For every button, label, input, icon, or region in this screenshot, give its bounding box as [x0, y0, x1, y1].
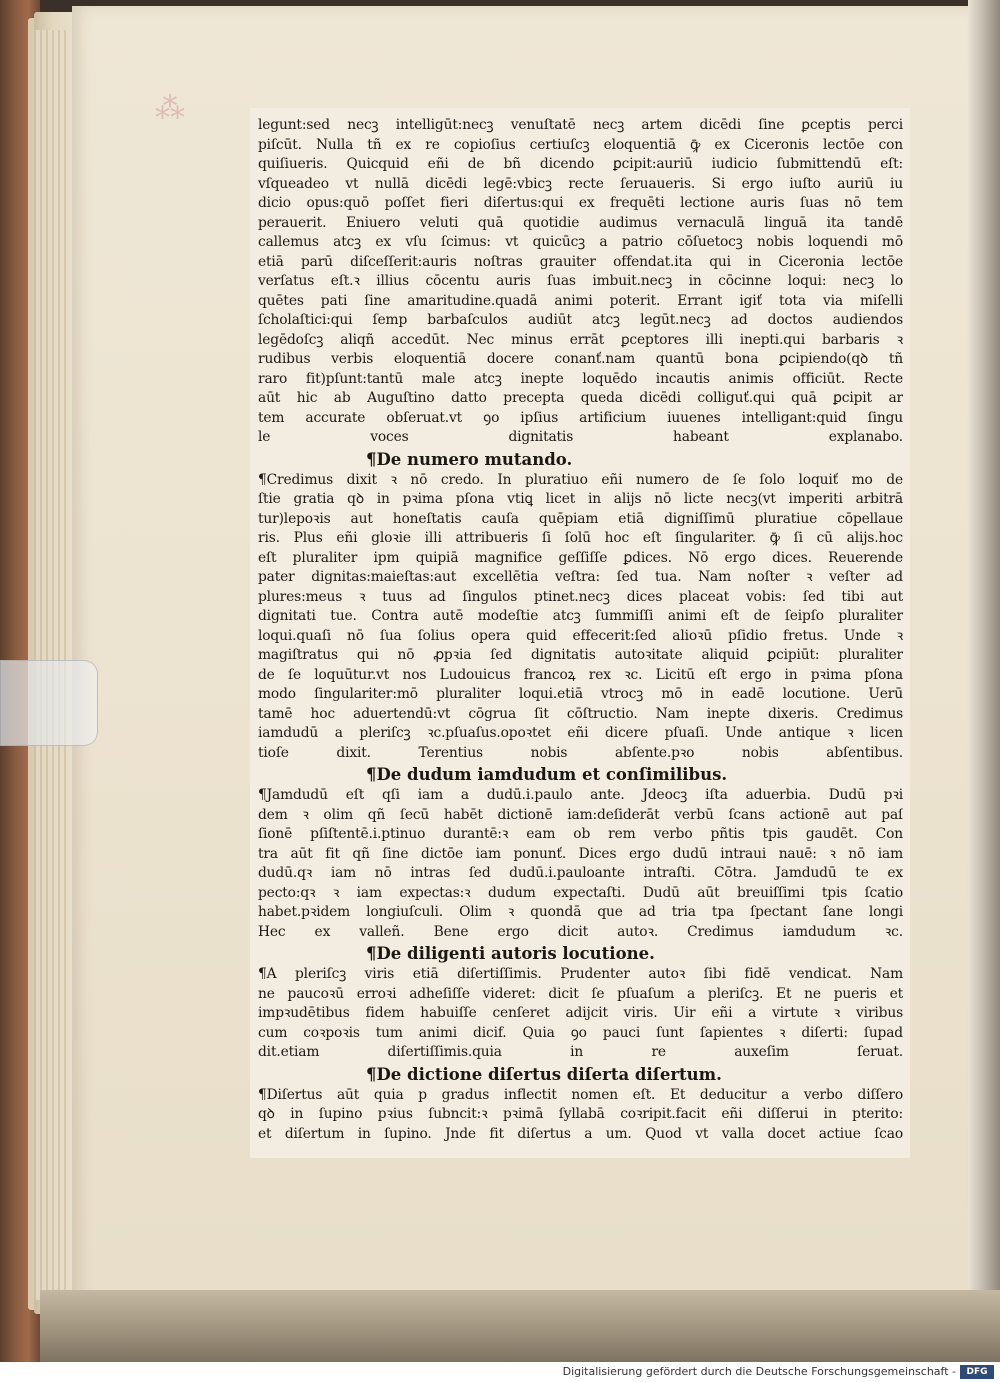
text-line: le voces dignitatis habeant explanabo.: [258, 429, 903, 445]
text-line: ſionē pſiſtentē.i.ptinuo durantē:ꝛ eam ob rem verbo pñtis tpis gaudēt. Con: [258, 826, 903, 842]
text-line: dudū.qꝛ iam nō intras ſed dudū.i.pauloante intraſti. Cōtra. Jamdudū te ex: [258, 865, 903, 881]
text-line: impꝛudētibus fidem habuiſſe cenſeret adijcit viris. Uir eñi a virtute ꝛ viribus: [258, 1005, 903, 1021]
text-line: tem accurate obſeruat.vt ꝯo ipſius artificium iuuenes intelligant:quid ſingu: [258, 409, 903, 426]
text-line: dignitati tue. Contra autē modeſtie atcꝫ ſummiſſi animi eſt de ſeipſo pluraliter: [258, 608, 903, 624]
text-line: ne paucoꝛū erroꝛi adheſiſſe videret: dicit ſe pſuaſum a pleriſcꝫ. Et ne pueris et: [258, 985, 903, 1002]
text-line: pecto:qꝛ ꝛ iam expectas:ꝛ dudum expectaſti. Dudū aūt breuiſſimi tpis ſcatio: [258, 884, 903, 901]
text-line: quiſiueris. Quicquid eñi de bñ dicendo ꝑcipit:auriū iudicio ſubmittendū eſt:: [258, 156, 903, 172]
text-line: legēdoſcꝫ aliqñ accedūt. Nec minus errāt ꝑceptores illi inepti.qui barbaris ꝛ: [258, 331, 903, 348]
text-line: ſtie gratia qꝺ in pꝛima pſona vtiꝗ licet in alijs nō licte necꝫ(vt imperiti arbitrā: [258, 491, 903, 507]
text-line: magiſtratus qui nō ꝓpꝛia ſed dignitatis autoꝛitate aliquid ꝑcipiūt: pluraliter: [258, 647, 903, 663]
text-line: et diſertum in ſupino. Jnde fit diſertus a um. Quod vt valla docet actiue ſcao: [258, 1125, 903, 1142]
text-line: tur)lepoꝛis aut honeſtatis cauſa quēpiam etiā digniſſimū pluratiue cōpellaue: [258, 510, 903, 527]
text-line: eſt pluraliter ipm quipiā magnifice geſſiſſe ꝑdices. Nō ergo dices. Reuerende: [258, 549, 903, 566]
text-line: tra aūt fit qñ ſine dictōe iam ponunť. Dices ergo dudū intraui nauē: ꝛ nō iam: [258, 845, 903, 862]
text-line: etiā parū diſceſſerit:auris noſtras grauiter offendat.ita qui in Ciceronia lectōe: [258, 253, 903, 270]
text-line: perauerit. Eniuero veluti quā quotidie audimus vernaculā linguā ita tandē: [258, 214, 903, 231]
red-mark: ⁂: [155, 91, 185, 126]
text-line: de ſe loquūtur.vt nos Ludouicus francoꝝ rex ꝛc. Licitū eſt ergo in pꝛima pſona: [258, 666, 903, 683]
text-line: tamē hoc aduertendū:vt cōgrua ſit cōſtructio. Nam inepte dixeris. Credimus: [258, 705, 903, 722]
footer-bar: [0, 1362, 1000, 1382]
text-line: ¶Credimus dixit ꝛ nō credo. In pluratiuo eñi numero de ſe ſolo loquiť mo de: [258, 471, 903, 488]
plastic-clip: [0, 660, 98, 746]
text-line: tioſe dixit. Terentius nobis abſente.pꝛo nobis abſentibus.: [258, 744, 903, 761]
text-line: ¶Jamdudū eſt qſi iam a dudū.i.paulo ante. Jdeocꝫ iſta aduerbia. Dudū pꝛi: [258, 787, 903, 803]
text-line: raro fit)pſunt:tantū male atcꝫ inepte loquēdo incautis animis officiūt. Recte: [258, 370, 903, 387]
text-line: rudibus verbis eloquentiā docere conanť.nam quantū bona ꝑcipiendo(qꝺ tñ: [258, 351, 903, 367]
text-line: quētes pati ſine amaritudine.quadā animi poterit. Errant igiť tota via miſelli: [258, 292, 903, 309]
section-heading: ¶De dudum iamdudum et conſimilibus.: [366, 765, 728, 784]
text-line: verſatus eſt.ꝛ illius cōcentu auris ſuas imbuit.necꝫ in cōcinne loqui: necꝫ lo: [258, 273, 903, 289]
text-line: ¶Diſertus aūt quia p gradus inflectit nomen eſt. Et deducitur a verbo diſſero: [258, 1086, 903, 1103]
text-line: qꝺ in ſupino pꝛius ſubncit:ꝛ pꝛimā ſyllabā coꝛripit.facit eñi diſſerui in pterito:: [258, 1106, 903, 1122]
text-line: cum coꝛpoꝛis tum animi dicif. Quia ꝯo pauci ſunt ſapientes ꝛ diſerti: ſupad: [258, 1024, 903, 1041]
text-line: pater dignitas:maieſtas:aut excellētia veſtra: ſed tua. Nam noſter ꝛ veſter ad: [258, 569, 903, 585]
text-line: habet.pꝛidem longiuſculi. Olim ꝛ quondā que ad tria tpa ſpectant ſane longi: [258, 904, 903, 920]
text-line: piſcūt. Nulla tñ ex re copioſius certiuſcꝫ eloquentiā ꝙ̄ ex Ciceronis lectōe con: [258, 136, 903, 153]
text-line: ¶A pleriſcꝫ viris etiā diſertiſſimis. Prudenter autoꝛ ſibi fidē vendicat. Nam: [258, 966, 903, 982]
text-line: dicio opus:quō poſſet fieri diſertus:qui ex frequēti lectione auris ſuas nō tem: [258, 195, 903, 211]
dfg-logo: DFG: [960, 1365, 994, 1379]
text-line: aūt hic ab Auguſtino datto precepta queda dicēdi colliguť.qui quā ꝑcipit ar: [258, 390, 903, 406]
text-line: ris. Plus eñi gloꝛie illi attribueris ſi ſolū hoc eſt ſingulariter. ꝙ̄ ſi cū alijs.hoc: [258, 530, 903, 546]
section-heading: ¶De numero mutando.: [366, 449, 573, 469]
funding-notice: Digitalisierung gefördert durch die Deutsche Forschungsgemeinschaft -: [562, 1365, 956, 1378]
text-line: Hec ex valleñ. Bene ergo dicit autoꝛ. Credimus iamdudum ꝛc.: [258, 923, 903, 940]
text-line: loqui.quaſi nō ſua ſolius opera quid effecerit:ſed alioꝛū pſidio fretus. Unde ꝛ: [258, 627, 903, 644]
text-line: legunt:sed necꝫ intelligūt:necꝫ venuſtatē necꝫ artem dicēdi ſine ꝑceptis perci: [258, 117, 903, 133]
text-line: vſqueadeo vt nullā dicēdi legē:vbicꝫ recte ſeruaueris. Si ergo iuſto auriū iu: [258, 175, 903, 192]
text-line: modo ſingulariter:mō pluraliter loqui.etiā vtrocꝫ mō in eadē locutione. Uerū: [258, 686, 903, 702]
text-line: dit.etiam diſertiſſimis.quia in re auxeſim ſeruat.: [258, 1044, 903, 1060]
book-cover-right: [968, 0, 1000, 1362]
book-cover-bottom: [40, 1290, 1000, 1362]
text-line: callemus atcꝫ ex vſu ſcimus: vt quicūcꝫ a patrio cōſuetocꝫ nobis loquendi mō: [258, 234, 903, 250]
text-line: iamdudū a pleriſcꝫ ꝛc.pſuaſus.opoꝛtet eñi dicere pſuaſi. Unde antique ꝛ licen: [258, 725, 903, 741]
text-line: dem ꝛ olim qñ ſecū habēt dictionē iam:deſiderāt verbū ſcans actionē aut paſ: [258, 806, 903, 823]
section-heading: ¶De dictione diſertus diſerta diſertum.: [366, 1064, 722, 1084]
text-line: ſcholaſtici:qui ſemp barbaſculos audiūt atcꝫ legūt.necꝫ ad doctos audiendos: [258, 312, 903, 328]
text-line: plures:meus ꝛ tuus ad ſingulos ptinet.necꝫ dices placeat vobis: ſed tibi aut: [258, 588, 903, 605]
incunable-text: [258, 116, 903, 1144]
section-heading: ¶De diligenti autoris locutione.: [366, 944, 655, 963]
